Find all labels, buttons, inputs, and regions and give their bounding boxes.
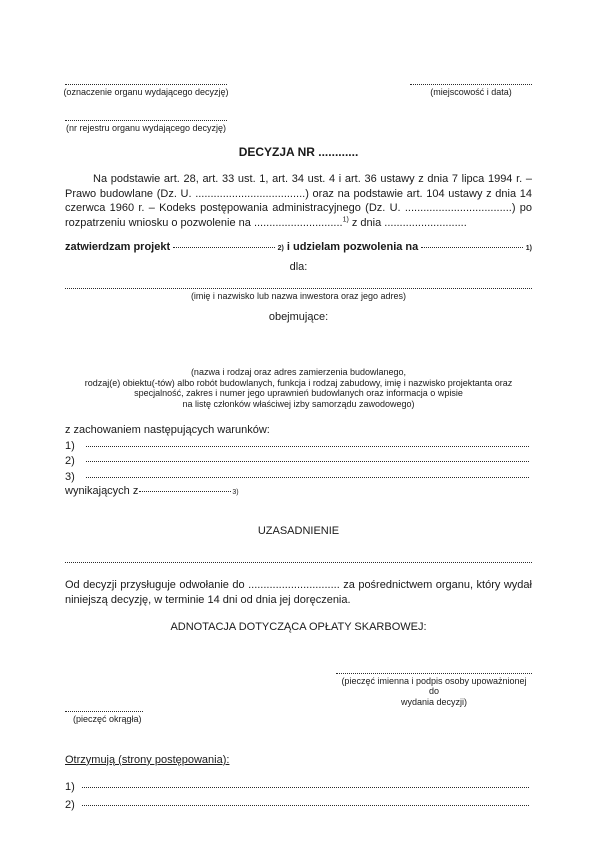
issuing-authority-field (65, 84, 227, 98)
place-date-field (410, 84, 532, 98)
round-stamp-blank-line (65, 711, 143, 712)
recipient-blank-line-2 (82, 805, 529, 806)
scope-note-block (65, 367, 532, 410)
scope-note-line-1: (nazwa i rodzaj oraz adres zamierzenia budowlanego, (190, 366, 407, 377)
grant-permit-blank-line (421, 247, 522, 248)
resulting-from-blank-line (139, 491, 231, 492)
registry-number-caption: (nr rejestru organu wydającego decyzję) (65, 122, 227, 133)
registry-number-field (65, 120, 227, 134)
issuing-authority-caption: (oznaczenie organu wydającego decyzję) (63, 87, 229, 97)
condition-number-3: 3) (65, 470, 75, 483)
resulting-from-row: wynikających z 3) (65, 485, 239, 498)
recipient-number-1: 1) (65, 781, 75, 794)
signature-caption (336, 676, 532, 708)
scope-note-line-2: rodzaj(e) obiektu(-tów) albo robót budowlanych, funkcja i rodzaj zabudowy, imię i nazwisko projektanta oraz (84, 377, 513, 388)
legal-basis-text: Na podstawie art. 28, art. 33 ust. 1, art. 34 ust. 4 i art. 36 ustawy z dnia 7 lipca 1994 r. – Prawo budowlane (Dz. U. ....................................) oraz na podstawie art. 104 ustawy z dnia 14 czerwca 1960 r. – Kodeks postępowania administracyjnego (Dz. U. ...................................) po rozpatrzeniu wniosku o pozwolenie na ............................. (65, 173, 532, 229)
condition-item-1 (65, 439, 532, 454)
justification-heading: UZASADNIENIE (257, 524, 340, 537)
recipient-number-2: 2) (65, 798, 75, 811)
for-label: dla: (289, 261, 308, 273)
header-row (65, 84, 532, 98)
place-date-caption: (miejscowość i data) (430, 87, 512, 97)
signature-caption-line-1: (pieczęć imienna i podpis osoby upoważnionej do (341, 675, 527, 697)
signature-block (336, 673, 532, 708)
conditions-intro: z zachowaniem następujących warunków: (65, 424, 270, 437)
registry-number-blank-line (65, 120, 227, 121)
condition-item-2 (65, 454, 532, 469)
signature-blank-line (336, 673, 532, 674)
recipient-blank-line-1 (82, 787, 529, 788)
resulting-from-label: wynikających z (65, 485, 139, 498)
recipient-item-1 (65, 780, 532, 795)
approve-project-label: zatwierdzam projekt (65, 241, 171, 254)
grant-permit-label: i udzielam pozwolenia na (286, 241, 419, 254)
covering-label: obejmujące: (268, 311, 329, 324)
signature-caption-line-2: wydania decyzji) (400, 697, 468, 708)
issuing-authority-blank-line (65, 84, 227, 85)
investor-blank-line (65, 288, 532, 289)
legal-basis-paragraph (65, 172, 532, 230)
justification-blank-line (65, 562, 532, 563)
approve-project-blank-line (173, 247, 274, 248)
approval-statement: zatwierdzam projekt 2) i udzielam pozwolenia na 1) (65, 241, 532, 254)
scope-note-line-4: na listę członków właściwej izby samorządu zawodowego) (182, 399, 415, 410)
stamp-duty-heading: ADNOTACJA DOTYCZĄCA OPŁATY SKARBOWEJ: (170, 621, 427, 634)
footnote-ref-1: 1) (342, 216, 349, 224)
legal-basis-date-text: z dnia ........................... (348, 216, 467, 229)
condition-blank-line-1 (86, 446, 529, 447)
recipients-heading: Otrzymują (strony postępowania): (65, 753, 230, 766)
round-stamp-block (65, 711, 155, 725)
condition-number-1: 1) (65, 439, 75, 452)
condition-blank-line-2 (86, 461, 529, 462)
round-stamp-caption: (pieczęć okrągła) (73, 714, 142, 725)
condition-blank-line-3 (86, 477, 529, 478)
scope-note-line-3: specjalność, zakres i numer jego uprawnień budowlanych oraz informacja o wpisie (134, 388, 463, 399)
condition-item-3 (65, 470, 532, 485)
place-date-blank-line (410, 84, 532, 85)
appeal-paragraph: Od decyzji przysługuje odwołanie do .............................. za pośrednictwem organu, który wydał niniejszą decyzję, w terminie 14 dni od dnia jej doręczenia. (65, 579, 532, 606)
document-title: DECYZJA NR ............ (238, 144, 359, 159)
condition-number-2: 2) (65, 455, 75, 468)
recipient-item-2 (65, 798, 532, 813)
investor-caption: (imię i nazwisko lub nazwa inwestora oraz jego adres) (190, 290, 407, 301)
